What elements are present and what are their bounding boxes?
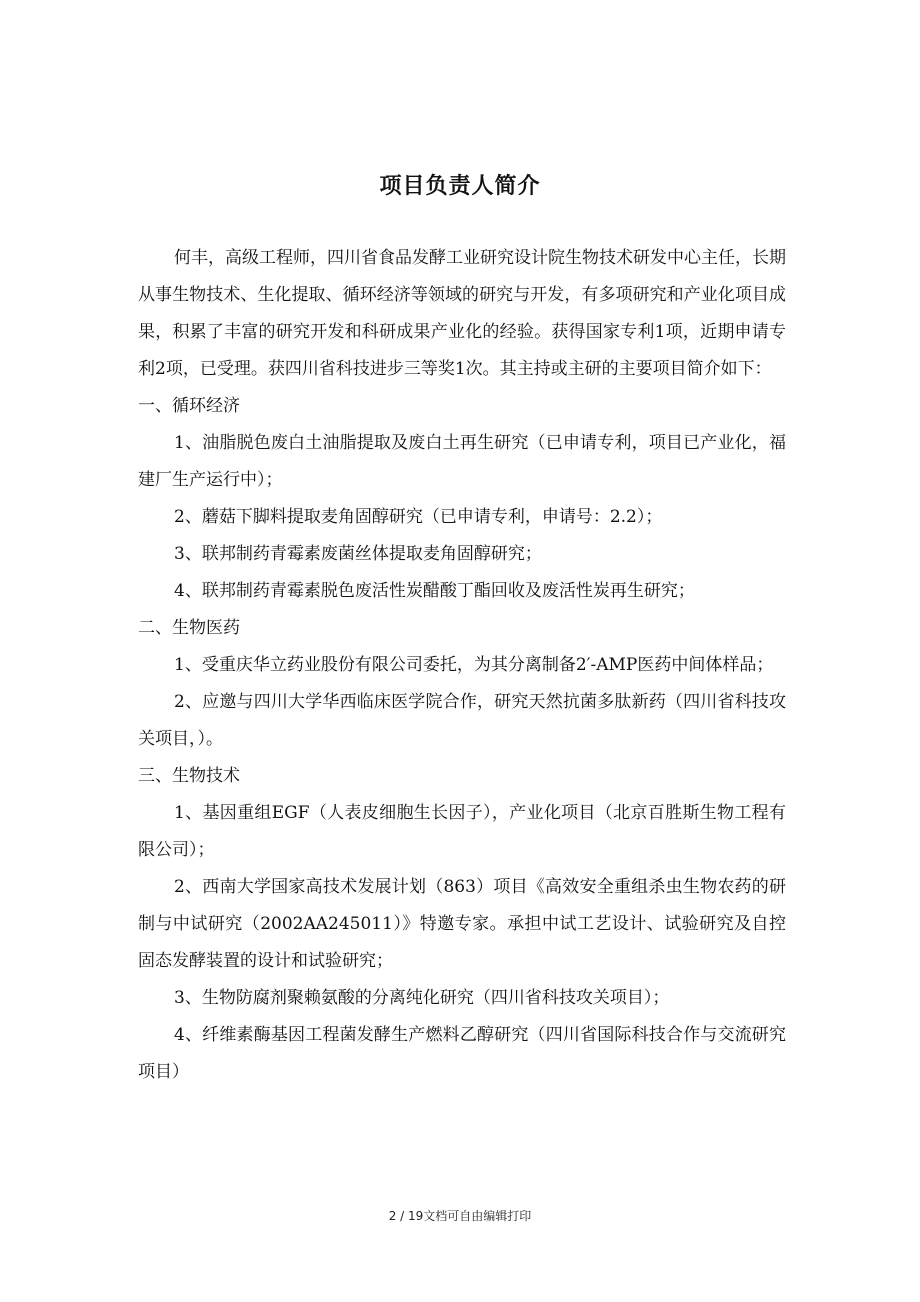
section-biomedicine bbox=[138, 610, 786, 758]
list-item: 3、生物防腐剂聚赖氨酸的分离纯化研究（四川省科技攻关项目）； bbox=[174, 988, 670, 1008]
page-footer: 2 / 19文档可自由编辑打印 bbox=[388, 1209, 532, 1223]
list-item: 2、西南大学国家高技术发展计划（863）项目《高效安全重组杀虫生物农药的研制与中试研究（2002AA245011）》特邀专家。承担中试工艺设计、试验研究及自控固态发酵装置的设计和试验研究； bbox=[138, 877, 786, 971]
section-heading: 三、生物技术 bbox=[138, 766, 240, 786]
page-title: 项目负责人简介 bbox=[379, 173, 541, 199]
section-circular-economy bbox=[138, 388, 786, 610]
section-biotechnology bbox=[138, 758, 786, 1091]
list-item: 2、应邀与四川大学华西临床医学院合作，研究天然抗菌多肽新药（四川省科技攻关项目，）。 bbox=[138, 692, 786, 749]
list-item: 2、蘑菇下脚料提取麦角固醇研究（已申请专利，申请号：2.2）； bbox=[174, 507, 663, 527]
intro-paragraph: 何丰，高级工程师，四川省食品发酵工业研究设计院生物技术研发中心主任，长期从事生物技术、生化提取、循环经济等领域的研究与开发，有多项研究和产业化项目成果，积累了丰富的研究开发和科研成果产业化的经验。获得国家专利1项，近期申请专利2项，已受理。获四川省科技进步三等奖1次。其主持或主研的主要项目简介如下： bbox=[138, 248, 786, 379]
list-item: 1、油脂脱色废白土油脂提取及废白土再生研究（已申请专利，项目已产业化，福建厂生产运行中）； bbox=[138, 433, 786, 490]
document-body bbox=[138, 240, 786, 1091]
list-item: 1、基因重组EGF（人表皮细胞生长因子），产业化项目（北京百胜斯生物工程有限公司）； bbox=[138, 803, 786, 860]
section-heading: 一、循环经济 bbox=[138, 396, 240, 416]
list-item: 1、受重庆华立药业股份有限公司委托，为其分离制备2′-AMP医药中间体样品； bbox=[174, 655, 774, 675]
list-item: 4、联邦制药青霉素脱色废活性炭醋酸丁酯回收及废活性炭再生研究； bbox=[174, 581, 695, 601]
list-item: 4、纤维素酶基因工程菌发酵生产燃料乙醇研究（四川省国际科技合作与交流研究项目） bbox=[138, 1025, 786, 1082]
list-item: 3、联邦制药青霉素废菌丝体提取麦角固醇研究； bbox=[174, 544, 542, 564]
section-heading: 二、生物医药 bbox=[138, 618, 240, 638]
